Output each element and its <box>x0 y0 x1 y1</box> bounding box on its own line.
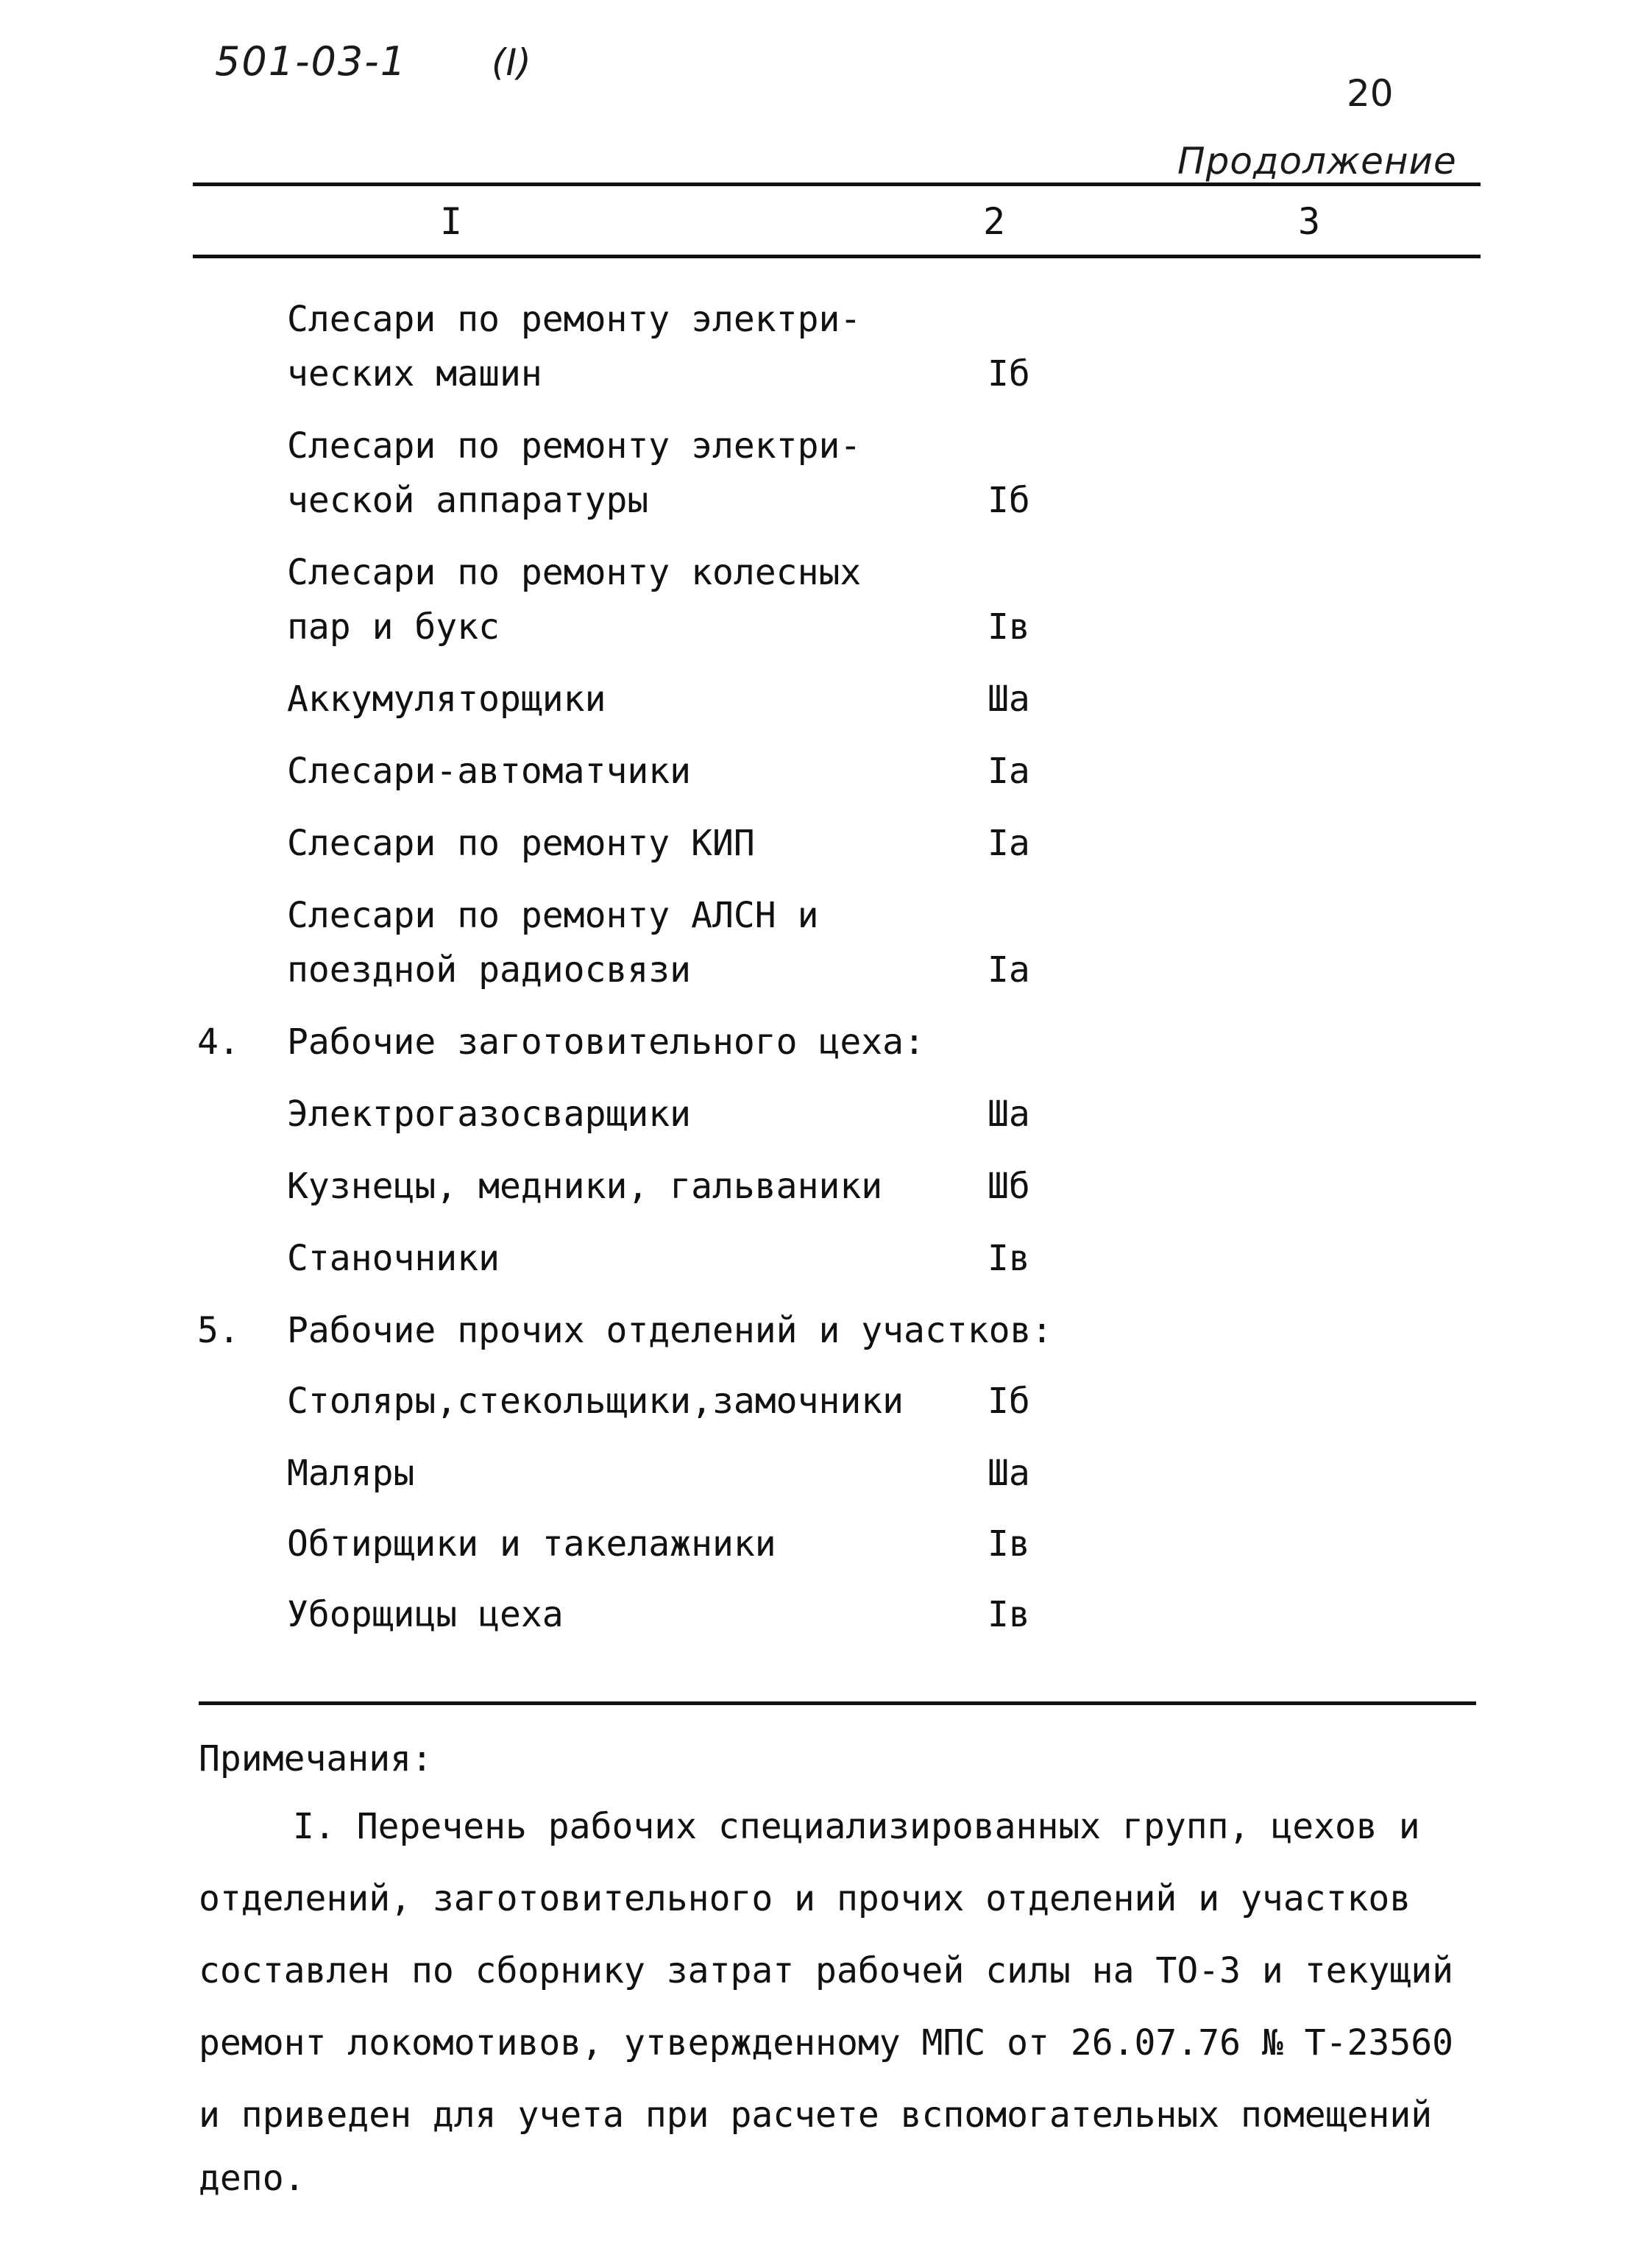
production-group: Iв <box>988 1238 1030 1279</box>
note-line: депо. <box>199 2158 305 2199</box>
table-row <box>0 1522 1652 1566</box>
worker-category: Электрогазосварщики <box>287 1094 692 1135</box>
column-header-1: I <box>440 200 463 243</box>
table-row <box>0 297 1652 341</box>
table-row <box>0 352 1652 396</box>
table-top-rule <box>193 183 1481 186</box>
table-row <box>0 821 1652 865</box>
document-code: 501-03-1 <box>215 38 408 85</box>
worker-category: Кузнецы, медники, гальваники <box>287 1166 883 1207</box>
continuation-label: Продолжение <box>1177 140 1457 183</box>
worker-category: Слесари по ремонту колесных <box>287 552 862 593</box>
table-row <box>0 1236 1652 1280</box>
table-row <box>0 1593 1652 1637</box>
production-group: Шa <box>988 1453 1030 1494</box>
production-group: Iб <box>988 353 1030 394</box>
note-line: составлен по сборнику затрат рабочей силы на ТО-3 и текущий <box>199 1950 1454 1991</box>
production-group: Iв <box>988 1594 1030 1635</box>
production-group: Шa <box>988 1094 1030 1135</box>
table-row <box>0 948 1652 992</box>
production-group: Iб <box>988 480 1030 521</box>
row-number: 5. <box>197 1310 240 1351</box>
worker-category: Аккумуляторщики <box>287 679 606 720</box>
table-row <box>0 478 1652 523</box>
notes-title: Примечания: <box>199 1738 433 1779</box>
note-line: отделений, заготовительного и прочих отделений и участков <box>199 1878 1411 1919</box>
worker-category: Слесари по ремонту электри- <box>287 299 862 340</box>
worker-category: ческих машин <box>287 353 542 394</box>
production-group: Iв <box>988 606 1030 648</box>
table-row <box>0 605 1652 649</box>
table-row <box>0 1379 1652 1423</box>
worker-category: Рабочие прочих отделений и участков: <box>287 1310 1053 1351</box>
worker-category: Обтирщики и такелажники <box>287 1523 776 1565</box>
production-group: Ia <box>988 751 1030 792</box>
production-group: Шб <box>988 1166 1030 1207</box>
table-row <box>0 1092 1652 1136</box>
table-row <box>0 749 1652 793</box>
column-header-3: 3 <box>1298 200 1321 243</box>
worker-category: пар и букс <box>287 606 500 648</box>
note-line: ремонт локомотивов, утвержденному МПС от 26.07.76 № Т-23560 <box>199 2022 1454 2064</box>
worker-category: Слесари по ремонту КИП <box>287 823 755 864</box>
page-number: 20 <box>1347 72 1394 115</box>
production-group: Ia <box>988 949 1030 991</box>
table-row <box>0 1308 1652 1353</box>
note-line: I. Перечень рабочих специализированных групп, цехов и <box>293 1806 1420 1847</box>
worker-category: Маляры <box>287 1453 415 1494</box>
worker-category: поездной радиосвязи <box>287 949 692 991</box>
production-group: Ia <box>988 823 1030 864</box>
table-row <box>0 893 1652 938</box>
column-header-2: 2 <box>983 200 1006 243</box>
row-number: 4. <box>197 1021 240 1063</box>
worker-category: Слесари по ремонту электри- <box>287 425 862 467</box>
production-group: Iв <box>988 1523 1030 1565</box>
worker-category: Слесари по ремонту АЛСН и <box>287 895 819 936</box>
table-bottom-rule <box>199 1701 1476 1705</box>
worker-category: Станочники <box>287 1238 500 1279</box>
table-row <box>0 1451 1652 1495</box>
worker-category: Рабочие заготовительного цеха: <box>287 1021 925 1063</box>
table-row <box>0 550 1652 595</box>
production-group: Шa <box>988 679 1030 720</box>
worker-category: Уборщицы цеха <box>287 1594 564 1635</box>
worker-category: ческой аппаратуры <box>287 480 649 521</box>
document-volume: (I) <box>492 41 531 84</box>
table-row <box>0 1020 1652 1064</box>
note-line: и приведен для учета при расчете вспомогательных помещений <box>199 2094 1433 2136</box>
table-row <box>0 1164 1652 1208</box>
production-group: Iб <box>988 1381 1030 1422</box>
worker-category: Столяры,стекольщики,замочники <box>287 1381 904 1422</box>
table-row <box>0 677 1652 721</box>
worker-category: Слесари-автоматчики <box>287 751 692 792</box>
table-header-rule <box>193 255 1481 258</box>
table-row <box>0 424 1652 468</box>
